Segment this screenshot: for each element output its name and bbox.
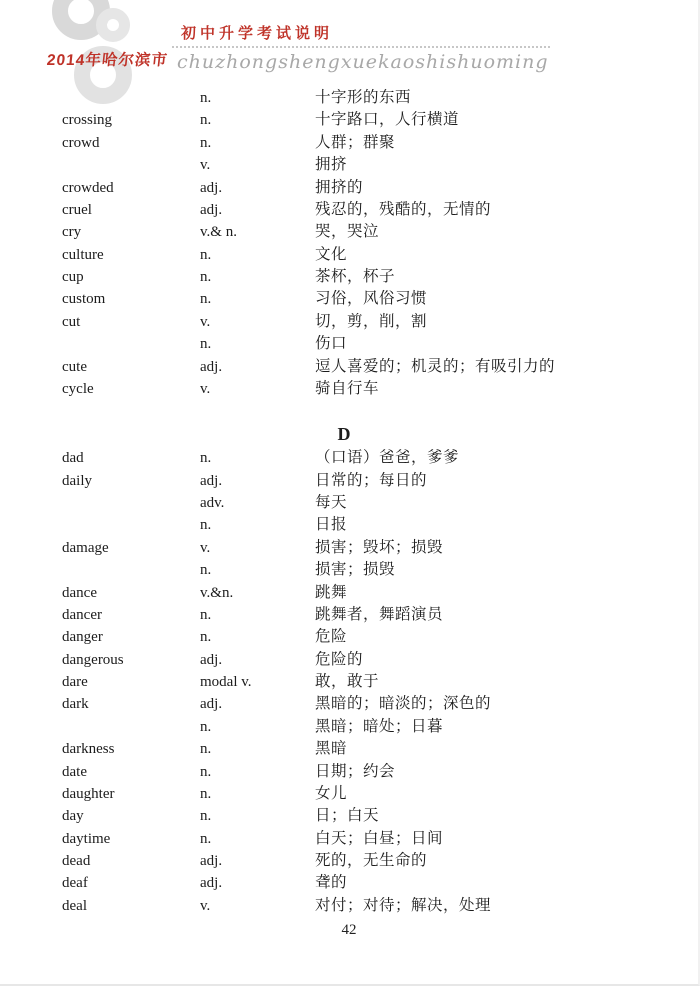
- pos-cell: adj.: [200, 875, 223, 892]
- def-cell: 哭，哭泣: [315, 223, 380, 241]
- vocab-row: [62, 378, 658, 400]
- def-cell: 十字路口，人行横道: [315, 111, 460, 129]
- pos-cell: n.: [200, 830, 212, 847]
- word-cell: dad: [62, 450, 84, 467]
- section-gap: [62, 400, 658, 422]
- pos-cell: v.: [200, 897, 211, 914]
- vocab-row: [62, 828, 658, 850]
- def-cell: 伤口: [315, 335, 348, 353]
- word-cell: date: [62, 763, 87, 780]
- pos-cell: modal v.: [200, 674, 252, 690]
- word-cell: dark: [62, 696, 89, 713]
- def-cell: 骑自行车: [315, 379, 380, 397]
- def-cell: 女儿: [315, 784, 348, 802]
- word-cell: dance: [62, 584, 97, 601]
- vocab-row: [62, 761, 658, 783]
- vocab-row: [62, 447, 658, 469]
- pos-cell: adj.: [200, 358, 223, 375]
- vocab-row: [62, 716, 658, 738]
- pos-cell: n.: [200, 517, 212, 534]
- pos-cell: n.: [200, 246, 212, 263]
- vocab-row: [62, 537, 658, 559]
- vocab-row: [62, 738, 658, 760]
- pos-cell: v.: [200, 380, 211, 397]
- pos-cell: adv.: [200, 495, 225, 511]
- word-cell: crossing: [62, 112, 112, 129]
- def-cell: 日常的；每日的: [315, 471, 428, 489]
- word-cell: danger: [62, 629, 103, 646]
- def-cell: 残忍的，残酷的，无情的: [315, 200, 492, 218]
- pos-cell: n.: [200, 629, 212, 646]
- pos-cell: adj.: [200, 179, 223, 196]
- book-title: 初中升学考试说明: [181, 25, 334, 42]
- def-cell: 危险的: [315, 650, 364, 668]
- def-cell: （口语）爸爸，爹爹: [315, 449, 460, 467]
- vocab-row: [62, 671, 658, 693]
- def-cell: 拥挤的: [315, 178, 364, 196]
- logo-ring-icon: [96, 8, 130, 42]
- pos-cell: v.&n.: [200, 584, 234, 601]
- word-cell: daytime: [62, 830, 111, 847]
- pos-cell: n.: [200, 134, 212, 151]
- word-cell: dead: [62, 853, 91, 869]
- pos-cell: v.& n.: [200, 224, 237, 241]
- vocab-row: [62, 693, 658, 715]
- def-cell: 死的，无生命的: [315, 852, 428, 869]
- def-cell: 黑暗的；暗淡的；深色的: [315, 695, 492, 713]
- def-cell: 敢，敢于: [315, 673, 380, 690]
- pos-cell: v.: [200, 539, 211, 556]
- vocab-row: [62, 805, 658, 827]
- def-cell: 拥挤: [315, 156, 348, 174]
- pos-cell: adj.: [200, 472, 223, 489]
- def-cell: 茶杯，杯子: [315, 268, 396, 285]
- vocab-row: [62, 333, 658, 355]
- def-cell: 对付；对待；解决，处理: [315, 896, 492, 914]
- vocab-row: [62, 154, 658, 176]
- pos-cell: adj.: [200, 696, 223, 713]
- vocab-row: [62, 626, 658, 648]
- vocab-row: [62, 87, 658, 109]
- pos-cell: adj.: [200, 651, 223, 668]
- def-cell: 日报: [315, 516, 348, 534]
- def-cell: 跳舞者，舞蹈演员: [315, 605, 444, 623]
- vocab-row: [62, 649, 658, 671]
- def-cell: 十字形的东西: [315, 89, 412, 106]
- dotted-divider: [172, 46, 550, 48]
- word-cell: darkness: [62, 741, 115, 758]
- def-cell: 习俗，风俗习惯: [315, 290, 428, 308]
- vocab-row: [62, 132, 658, 154]
- def-cell: 逗人喜爱的；机灵的；有吸引力的: [315, 357, 556, 375]
- vocab-row: [62, 266, 658, 288]
- vocab-row: [62, 559, 658, 581]
- vocab-row: [62, 244, 658, 266]
- word-cell: dancer: [62, 606, 102, 623]
- word-cell: custom: [62, 291, 106, 308]
- vocab-row: [62, 311, 658, 333]
- def-cell: 日期；约会: [315, 762, 396, 780]
- word-cell: day: [62, 808, 84, 825]
- page-number: 42: [341, 922, 357, 938]
- def-cell: 白天；白昼；日间: [315, 829, 444, 847]
- pos-cell: n.: [200, 741, 212, 758]
- word-cell: cute: [62, 358, 87, 375]
- word-cell: deal: [62, 897, 87, 914]
- vocab-row: [62, 514, 658, 536]
- vocab-row: [62, 492, 658, 514]
- word-cell: deaf: [62, 875, 88, 892]
- vocab-table: [62, 87, 658, 917]
- def-cell: 跳舞: [315, 583, 348, 601]
- vocab-row: [62, 470, 658, 492]
- edition-year-city: 2014年哈尔滨市: [45, 52, 169, 69]
- pos-cell: adj.: [200, 853, 223, 869]
- pos-cell: n.: [200, 112, 212, 129]
- def-cell: 日；白天: [315, 807, 380, 825]
- pos-cell: n.: [200, 718, 212, 735]
- word-cell: daughter: [62, 785, 115, 802]
- word-cell: crowd: [62, 134, 100, 151]
- vocab-row: [62, 109, 658, 131]
- word-cell: cut: [62, 313, 81, 330]
- word-cell: crowded: [62, 179, 114, 196]
- pos-cell: n.: [200, 606, 212, 623]
- pos-cell: n.: [200, 291, 212, 308]
- vocab-row: [62, 356, 658, 378]
- word-cell: damage: [62, 539, 109, 556]
- def-cell: 文化: [315, 245, 348, 263]
- pos-cell: n.: [200, 336, 212, 353]
- word-cell: cruel: [62, 201, 92, 218]
- vocab-row: [62, 177, 658, 199]
- word-cell: dare: [62, 674, 88, 690]
- pos-cell: adj.: [200, 201, 223, 218]
- pos-cell: v.: [200, 313, 211, 330]
- def-cell: 切，剪，削，割: [315, 312, 428, 330]
- section-letter-label: D: [337, 424, 351, 445]
- def-cell: 危险: [315, 628, 348, 646]
- vocab-row: [62, 604, 658, 626]
- vocab-row: [62, 221, 658, 243]
- vocab-row: [62, 199, 658, 221]
- pos-cell: n.: [200, 90, 212, 106]
- def-cell: 损害；损毁: [315, 561, 396, 579]
- def-cell: 黑暗；暗处；日暮: [315, 717, 444, 735]
- pos-cell: n.: [200, 562, 212, 579]
- def-cell: 聋的: [315, 874, 348, 892]
- pos-cell: n.: [200, 269, 212, 285]
- word-cell: culture: [62, 246, 104, 263]
- pos-cell: n.: [200, 450, 212, 467]
- vocab-row: [62, 895, 658, 917]
- vocab-row: [62, 783, 658, 805]
- def-cell: 黑暗: [315, 740, 348, 758]
- word-cell: cycle: [62, 380, 94, 397]
- def-cell: 每天: [315, 494, 348, 511]
- vocab-row: [62, 872, 658, 894]
- word-cell: cup: [62, 269, 84, 285]
- word-cell: dangerous: [62, 651, 124, 668]
- pos-cell: v.: [200, 157, 211, 174]
- pos-cell: n.: [200, 808, 212, 825]
- word-cell: daily: [62, 472, 92, 489]
- vocab-row: [62, 582, 658, 604]
- vocab-row: [62, 288, 658, 310]
- pos-cell: n.: [200, 763, 212, 780]
- vocab-row: [62, 850, 658, 872]
- def-cell: 人群；群聚: [315, 133, 396, 151]
- pos-cell: n.: [200, 785, 212, 802]
- title-pinyin: chuzhongshengxuekaoshishuoming: [177, 51, 549, 73]
- word-cell: cry: [62, 224, 82, 241]
- section-header: [62, 422, 658, 447]
- def-cell: 损害；毁坏；损毁: [315, 538, 444, 556]
